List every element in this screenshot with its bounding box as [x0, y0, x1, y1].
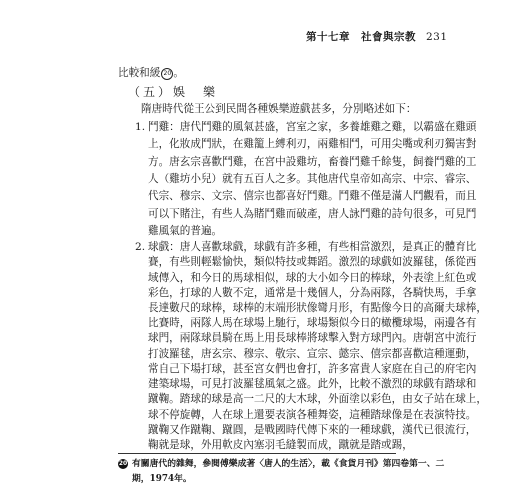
footnote — [118, 459, 444, 469]
chapter-title: 第十七章 社會與宗教 — [306, 31, 416, 43]
list-item-2-line: 賽，有些則輕鬆愉快，類似特技或舞蹈。激烈的球戲如波羅毬，係從西 — [148, 256, 477, 269]
intro-paragraph: 隋唐時代從王公到民間各種娛樂遊戲甚多，分別略述如下： — [141, 103, 417, 115]
list-item-2-line: 比賽時，兩隊人馬在球場上馳行，球場類似今日的橄欖球場，兩邊各有 — [148, 317, 477, 330]
footnote-line-2: 期，1974年。 — [132, 474, 192, 484]
list-item-1-line: 上，化妝成鬥狀，在雞籠上縛利刃，兩雞相鬥，可用尖嘴或利刃獨害對 — [148, 138, 477, 151]
footnote-line-1: 有關唐代的雜舞，參閱傅樂成著〈唐人的生活〉，載《食貨月刊》第四卷第一、二 — [132, 459, 445, 469]
list-item-2-line: 蹴鞠又作蹴鞠、蹴圓，是戰國時代傳下來的一種球戲，漢代已很流行， — [148, 423, 477, 436]
list-item-1-number: 1. — [135, 121, 146, 133]
page-number: 231 — [426, 31, 448, 43]
list-item-1-line-1: 1. 鬥雞：唐代鬥雞的風氣甚盛，宮室之家，多養雄雞之雞，以霸盛在雞頭 — [135, 121, 477, 133]
list-item-2-line: 鞠就是球，外用軟皮內塞羽毛縫製而成，蹴就是踏或踢， — [148, 439, 413, 451]
list-item-2-line: 常自己下場打球，甚至宮女們也會打，許多富貴人家庭在自己的府宅內 — [148, 362, 477, 375]
section-heading: （五）娛 樂 — [128, 85, 219, 99]
list-item-1-line: 可以下賭注，有些人為賭鬥雞而破產，唐人詠鬥雞的詩句很多，可見鬥 — [148, 207, 477, 220]
list-item-2-line: 長達數尺的球棒，球棒的末端形狀像彎月形，有點像今日的高爾夫球棒， — [148, 301, 487, 314]
running-header — [306, 29, 486, 44]
list-item-1-line: 代宗、穆宗、文宗、僖宗也都喜好鬥雞。鬥雞不僅是滿人鬥觀看，而且 — [148, 190, 477, 203]
list-item-1-line: 人（雞坊小兒）就有五百人之多。其他唐代皇帝如高宗、中宗、睿宗、 — [148, 173, 477, 185]
footnote-number: 20 — [118, 460, 128, 467]
list-item-2-line: 彩色，打球的人數不定，通常是十幾個人，分為兩隊，各騎快馬，手拿 — [148, 286, 477, 299]
list-item-2-line: 球不停旋轉，人在球上還要表演各種舞姿，這種踏球像是在表演特技。 — [148, 408, 477, 421]
list-item-2-line: 蹴鞠。踏球的球是高一二尺的大木球，外面塗以彩色，由女子站在球上， — [148, 393, 487, 406]
list-item-2-line: 球門，兩隊球員騎在馬上用長球棒將球擊入對方球門內。唐朝宮中流行 — [148, 332, 477, 345]
list-item-1-line: 雞風氣的普遍。 — [148, 225, 223, 237]
list-item-2-line-1: 2. 球戲：唐人喜歡球戲，球戲有許多種，有些相當激烈，是真正的體育比 — [135, 241, 477, 253]
list-item-2-number: 2. — [135, 241, 146, 253]
footnote-divider — [118, 453, 396, 454]
list-item-1-line: 方。唐玄宗喜歡鬥雞，在宮中設雞坊，畜養鬥雞千餘隻，飼養鬥雞的工 — [148, 155, 477, 168]
footnote-ref-20[interactable]: 20 — [161, 68, 173, 80]
list-item-2-line: 域傳入，和今日的馬球相似，球的大小如今日的棒球，外表塗上紅色或 — [148, 271, 477, 284]
continuation-line: 比較和緩 20 。 — [118, 67, 184, 79]
list-item-2-line: 打波羅毬，唐玄宗、穆宗、敬宗、宣宗、懿宗、僖宗都喜歡這種運動， — [148, 347, 477, 360]
list-item-2-line: 建築球場，可見打波羅毬風氣之盛。此外，比較不激烈的球戲有踏球和 — [148, 378, 477, 391]
